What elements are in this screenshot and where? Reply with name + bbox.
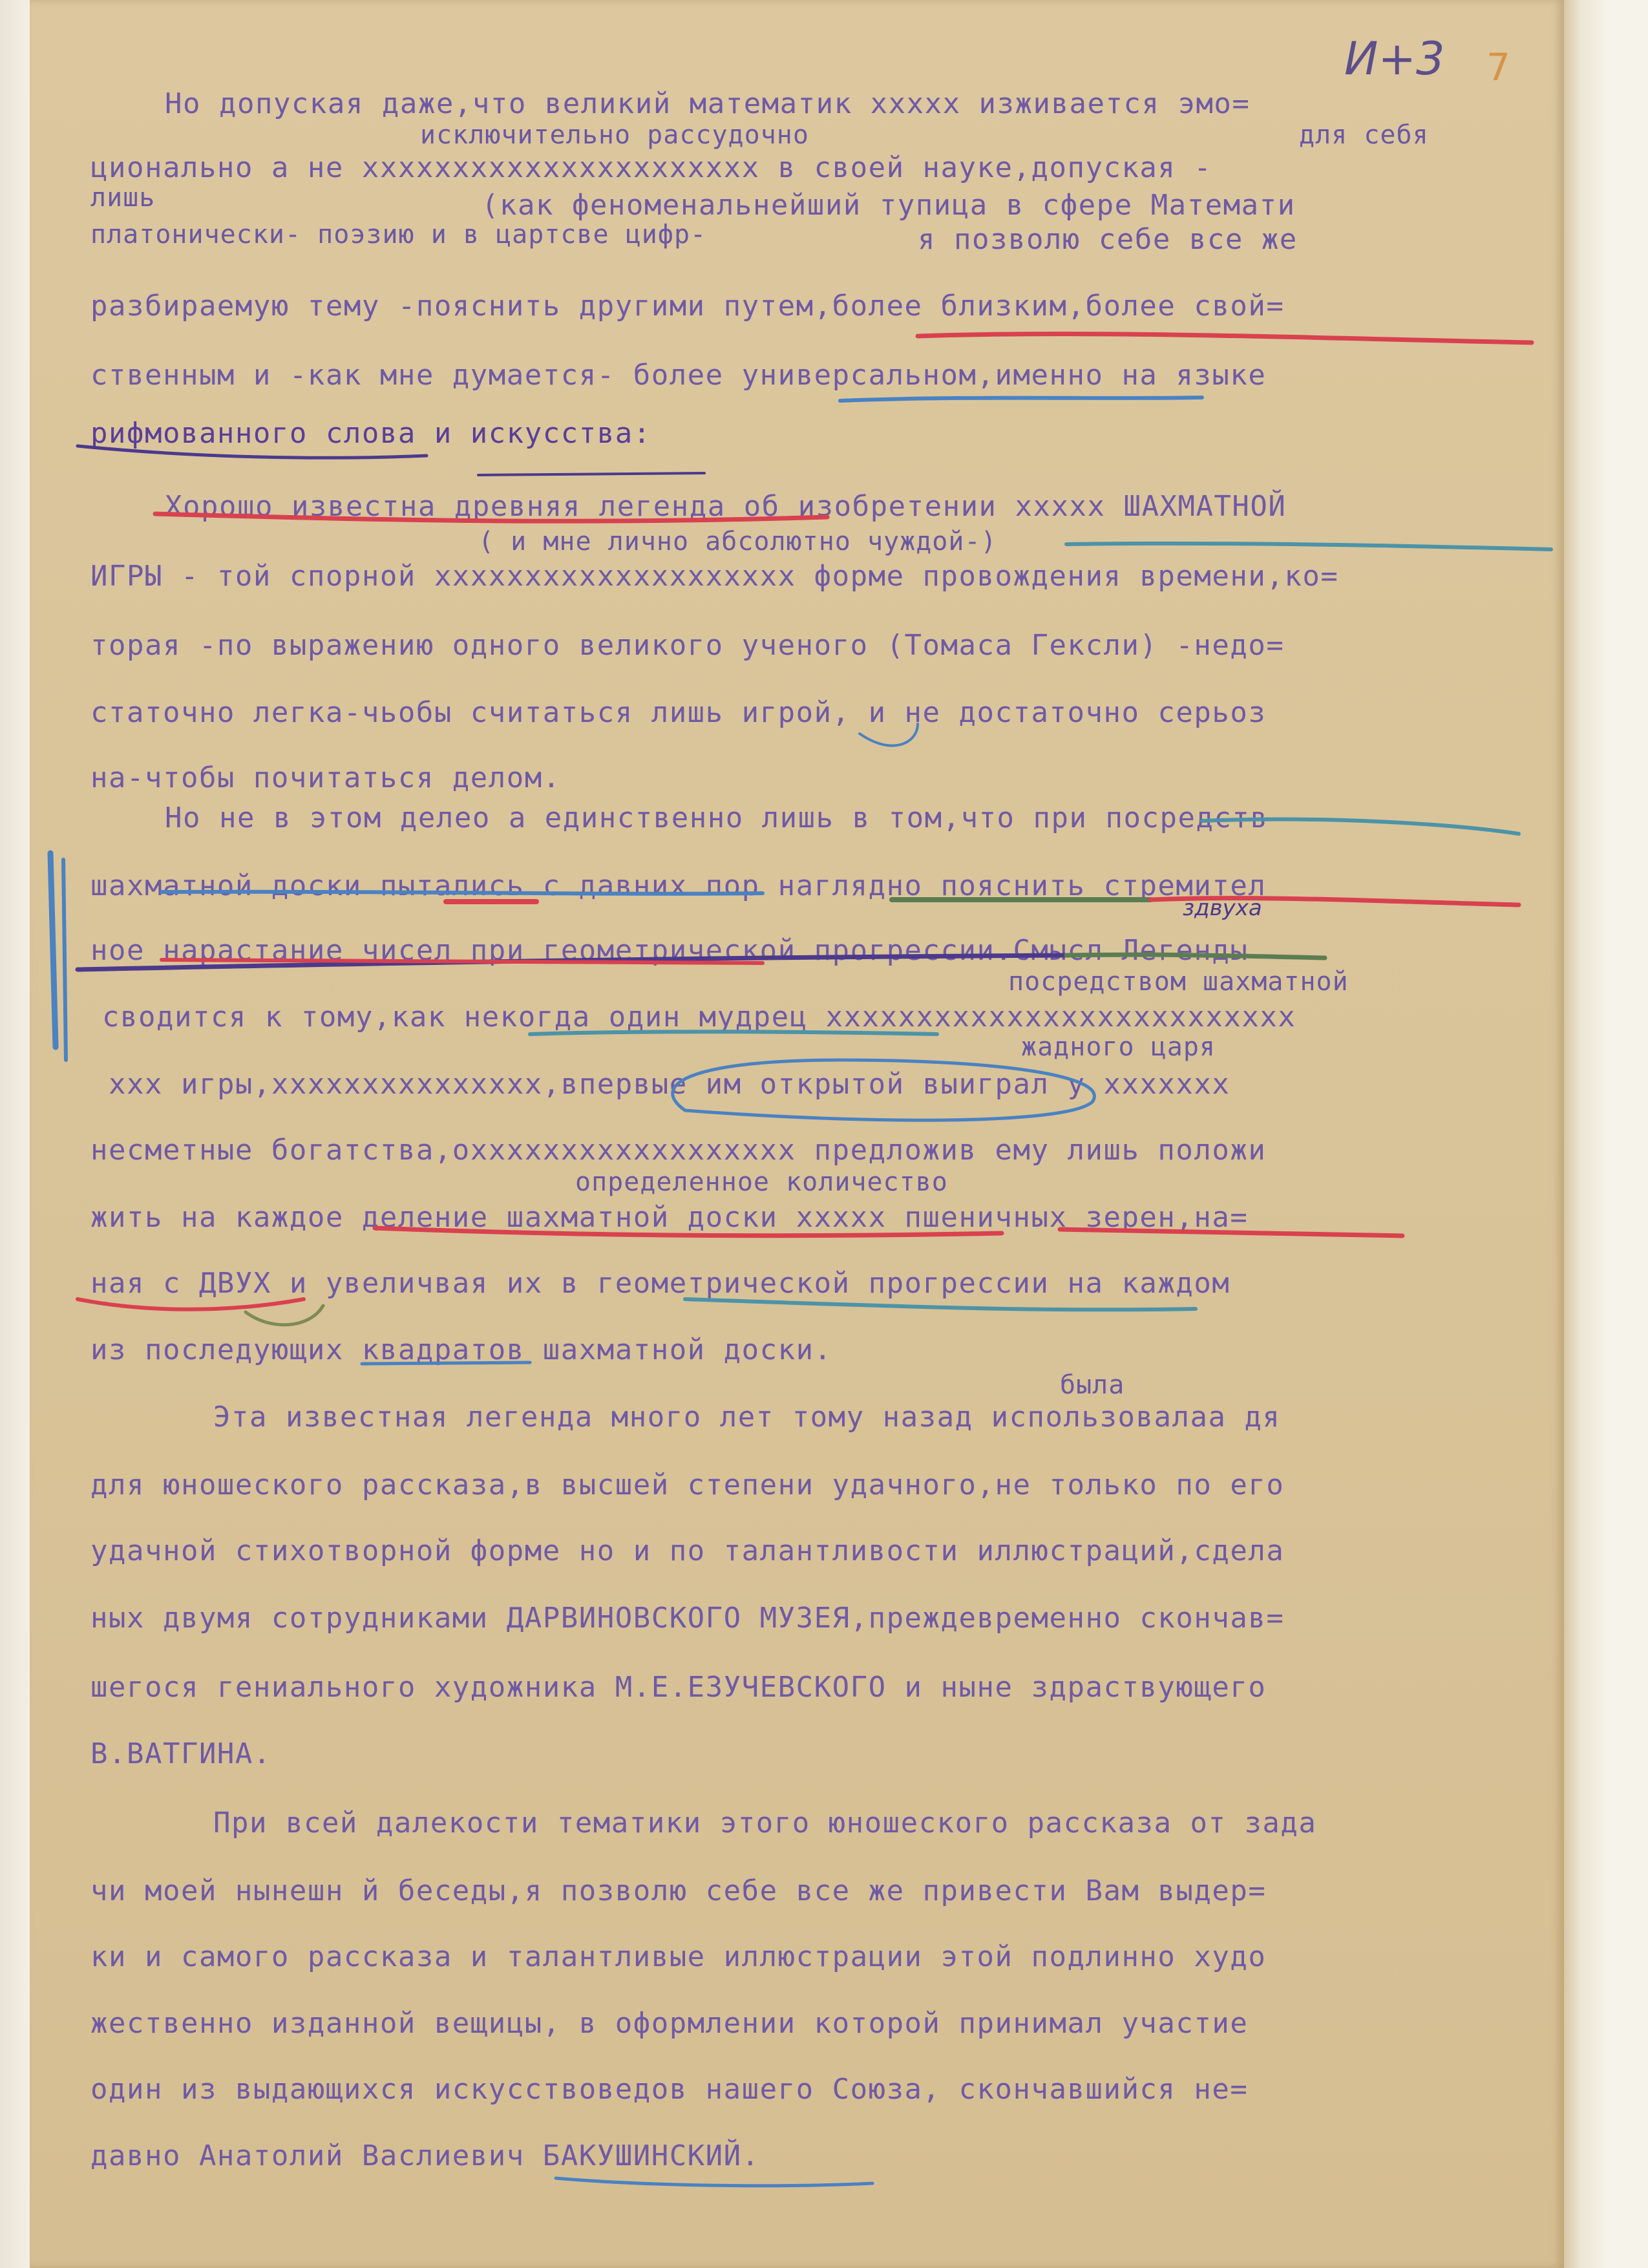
green-underline [1066,955,1325,958]
text-line: чи моей нынешн й беседы,я позволю себе все же привести Вам выдер= [90,1874,1267,1907]
typed-insertion: для себя [1299,120,1429,150]
text-line: жить на каждое деление шахматной доски xxxxx пшеничных зерен,на= [90,1201,1249,1234]
text-line: из последующих квадратов шахматной доски. [90,1333,832,1366]
blue-loop [860,724,918,746]
typed-insertion: была [1060,1370,1125,1400]
typed-insertion: определенное количество [575,1167,948,1197]
text-line: ки и самого рассказа и талантливые иллюстрации этой подлинно худо [90,1940,1267,1973]
teal-underline [1066,544,1551,549]
red-underline [78,1299,304,1309]
text-line: давно Анатолий Васлиевич БАКУШИНСКИЙ. [90,2139,760,2172]
text-line: Эта известная легенда много лет тому назад использовалаа дя [213,1401,1281,1434]
text-line: сводится к тому,как некогда один мудрец xxxxxxxxxxxxxxxxxxxxxxxxxx [102,1001,1296,1033]
text-line: ная с ДВУХ и увеличвая их в геометрической прогрессии на каждом [90,1267,1231,1300]
typed-insertion: лишь [90,183,156,213]
blue-loop [673,1060,1095,1120]
text-line: Но не в этом делео а единственно лишь в том,что при посредств [165,801,1269,834]
text-line: торая -по выражению одного великого ученого (Томаса Гексли) -недо= [90,629,1285,662]
blue-underline [556,2178,872,2186]
text-line: xxx игры,xxxxxxxxxxxxxxx,впервые им открытой выиграл у xxxxxxx [109,1068,1231,1101]
text-line: шахматной доски пытались с давних пор наглядно пояснить стремител [90,869,1267,902]
text-line: (как феноменальнейший тупица в сфере Математи [481,189,1296,222]
blue-margin-bar [50,853,56,1047]
text-line: Хорошо известна древняя легенда об изобретении xxxxx ШАХМАТНОЙ [165,490,1287,523]
folio-number: И+3 [1344,32,1445,85]
typed-insertion: платонически- поэзию и в цартсве цифр- [90,220,707,249]
typed-insertion: жадного царя [1021,1032,1216,1062]
teal-underline [1202,820,1519,834]
text-line: ционально а не xxxxxxxxxxxxxxxxxxxxxx в своей науке,допуская - [90,151,1212,184]
red-underline [375,1228,1002,1236]
text-line: В.ВАТГИНА. [90,1737,271,1770]
red-underline [1060,1229,1402,1236]
folio-extra-mark: 7 [1486,45,1510,89]
text-line: на-чтобы почитаться делом. [90,761,561,794]
red-underline [1150,898,1519,905]
handwritten-margin-note: здвуха [1183,895,1262,921]
text-line: рифмованного слова и искусства: [90,417,651,450]
purple-underline [78,446,427,458]
typed-insertion: посредством шахматной [1008,967,1349,997]
blue-underline [840,397,1202,401]
text-line: шегося гениального художника М.Е.ЕЗУЧЕВСКОГО и ныне здраствующего [90,1671,1267,1704]
text-line: ИГРЫ - той спорной xxxxxxxxxxxxxxxxxxxx форме провождения времени,ко= [90,560,1339,593]
text-line: несметные богатства,оxxxxxxxxxxxxxxxxxx предложив ему лишь положи [90,1134,1267,1167]
teal-underline [530,1032,937,1034]
purple-underline [478,473,704,475]
text-line: один из выдающихся искусствоведов нашего Союза, скончавшийся не= [90,2073,1249,2106]
blue-underline [162,892,763,894]
text-line: удачной стихотворной форме но и по талантливости иллюстраций,сдела [90,1534,1285,1567]
text-line: Но допуская даже,что великий математик xxxxx изживается эмо= [165,87,1251,120]
text-line: При всей далекости тематики этого юношеского рассказа от зада [213,1807,1317,1839]
text-line: ных двумя сотрудниками ДАРВИНОВСКОГО МУЗЕЯ,преждевременно скончав= [90,1602,1285,1635]
green-underline [246,1306,323,1325]
text-line: разбираемую тему -пояснить другими путем,более близким,более свой= [90,290,1285,323]
red-underline [918,334,1532,343]
text-line: ственным и -как мне думается- более универсальном,именно на языке [90,359,1267,392]
text-line: статочно легка-чьобы считаться лишь игрой, и не достаточно серьоз [90,696,1267,729]
teal-underline [685,1299,1196,1309]
red-underline [155,514,827,521]
blue-underline [362,1362,530,1364]
text-line: ное нарастание чисел при геометрической прогрессии.Смысл Легенды [90,934,1249,967]
typed-insertion: ( и мне лично абсолютно чуждой-) [478,527,997,556]
text-line: жественно изданной вещицы, в оформлении которой принимал участие [90,2007,1249,2040]
text-line: я позволю себе все же [918,223,1298,256]
typed-insertion: исключительно рассудочно [420,120,809,150]
blue-margin-bar [63,860,66,1060]
text-line: для юношеского рассказа,в высшей степени удачного,не только по его [90,1468,1285,1501]
